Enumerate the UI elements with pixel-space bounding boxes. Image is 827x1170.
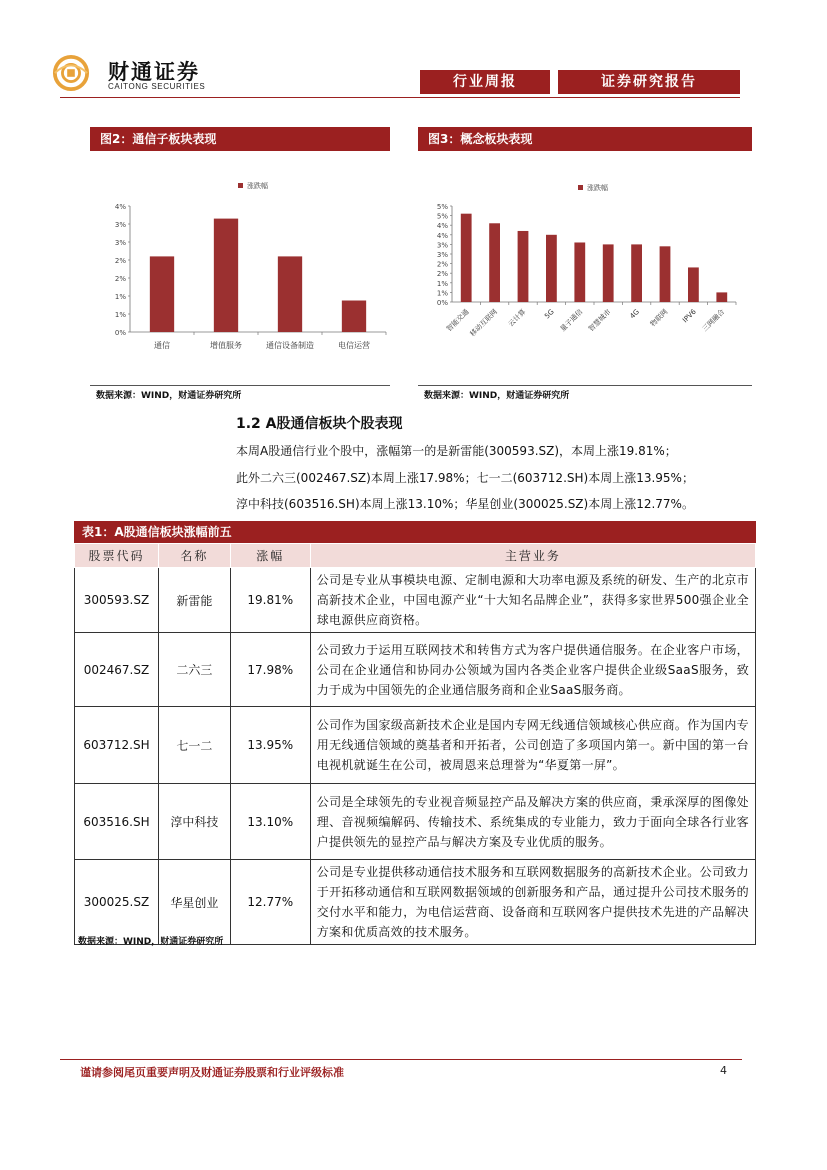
y-tick-label: 2% <box>114 275 126 283</box>
report-category-tag: 证券研究报告 <box>558 70 740 94</box>
bar <box>546 235 557 302</box>
company-logo <box>52 52 232 96</box>
bar <box>489 223 500 302</box>
bar <box>518 231 529 302</box>
paragraph-line: 此外二六三(002467.SZ)本周上涨17.98%；七一二(603712.SH)本周上涨13.95%； <box>236 470 694 485</box>
stock-code: 300025.SZ <box>75 860 159 945</box>
y-tick-label: 1% <box>114 293 126 301</box>
stock-business: 公司是专业提供移动通信技术服务和互联网数据服务的高新技术企业。公司致力于开拓移动通信和互联网数据领域的创新服务和产品，通过提升公司技术服务的交付水平和能力，为电信运营商、设备商和互联网客户提供技术先进的产品解决方案和优质高效的技术服务。 <box>310 860 755 945</box>
logo-chinese-name: 财通证券 <box>108 60 200 84</box>
y-tick-label: 1% <box>436 289 448 298</box>
stock-code: 603516.SH <box>75 784 159 860</box>
x-tick-label: 5G <box>543 307 556 321</box>
y-tick-label: 2% <box>114 257 126 265</box>
figure-2-chart <box>90 160 390 376</box>
top-gainers-table <box>74 543 756 945</box>
table-1-title: 表1：A股通信板块涨幅前五 <box>74 521 756 543</box>
y-tick-label: 3% <box>114 221 126 229</box>
paragraph-line: 本周A股通信行业个股中，涨幅第一的是新雷能(300593.SZ)，本周上涨19.81%； <box>236 444 677 458</box>
y-tick-label: 1% <box>114 311 126 319</box>
stock-name: 淳中科技 <box>158 784 230 860</box>
stock-name: 二六三 <box>158 633 230 707</box>
table-row <box>75 633 756 707</box>
y-tick-label: 4% <box>436 222 448 231</box>
y-tick-label: 2% <box>436 270 448 279</box>
stock-change: 12.77% <box>230 860 310 945</box>
bar <box>574 242 585 302</box>
x-tick-label: 智慧城市 <box>587 307 613 334</box>
section-paragraph <box>236 438 756 518</box>
figure-2-source-divider <box>90 385 390 386</box>
header-divider <box>60 97 740 98</box>
y-tick-label: 3% <box>114 239 126 247</box>
stock-change: 13.95% <box>230 707 310 784</box>
y-tick-label: 5% <box>436 212 448 221</box>
legend-swatch <box>238 183 243 188</box>
col-header-code: 股票代码 <box>75 544 159 568</box>
subsector-bar-chart <box>90 160 390 376</box>
x-tick-label: 通信设备制造 <box>266 341 314 350</box>
stock-change: 19.81% <box>230 568 310 633</box>
bar <box>716 292 727 302</box>
figure-2-source: 数据来源：WIND，财通证券研究所 <box>96 391 242 401</box>
stock-code: 002467.SZ <box>75 633 159 707</box>
x-tick-label: 电信运营 <box>338 341 370 350</box>
bar <box>603 244 614 302</box>
bar <box>461 214 472 302</box>
figure-3-source: 数据来源：WIND，财通证券研究所 <box>424 391 570 401</box>
stock-change: 13.10% <box>230 784 310 860</box>
section-heading: 1.2 A股通信板块个股表现 <box>236 416 403 432</box>
stock-business: 公司是全球领先的专业视音频显控产品及解决方案的供应商，秉承深厚的图像处理、音视频编解码、传输技术、系统集成的专业能力，致力于面向全球各行业客户提供领先的显控产品与解决方案及专业优质的服务。 <box>310 784 755 860</box>
bar <box>214 219 238 332</box>
figure-3-title: 图3：概念板块表现 <box>418 127 752 151</box>
legend-label: 涨跌幅 <box>247 182 268 190</box>
y-tick-label: 4% <box>436 231 448 240</box>
x-tick-label: 量子通信 <box>558 307 585 334</box>
table-row <box>75 860 756 945</box>
bar <box>631 244 642 302</box>
page-number: 4 <box>720 1064 727 1077</box>
disclaimer-note: 谨请参阅尾页重要声明及财通证券股票和行业评级标准 <box>80 1066 344 1079</box>
stock-name: 七一二 <box>158 707 230 784</box>
bar <box>342 301 366 333</box>
y-tick-label: 0% <box>114 329 126 337</box>
x-tick-label: 云计算 <box>506 307 528 329</box>
x-tick-label: 增值服务 <box>210 341 242 350</box>
paragraph-line: 淳中科技(603516.SH)本周上涨13.10%；华星创业(300025.SZ)本周上涨12.77%。 <box>236 497 694 512</box>
x-tick-label: 移动互联网 <box>468 307 500 339</box>
stock-business: 公司致力于运用互联网技术和转售方式为客户提供通信服务。在企业客户市场，公司在企业通信和协同办公领域为国内各类企业客户提供企业级SaaS服务，致力于成为中国领先的企业通信服务商和企业SaaS服务商。 <box>310 633 755 707</box>
col-header-business: 主营业务 <box>310 544 755 568</box>
x-tick-label: IPV6 <box>681 307 698 325</box>
report-type-tag: 行业周报 <box>420 70 550 94</box>
legend-swatch <box>578 185 583 190</box>
stock-name: 华星创业 <box>158 860 230 945</box>
bar <box>688 267 699 302</box>
stock-code: 603712.SH <box>75 707 159 784</box>
logo-english-name: CAITONG SECURITIES <box>108 82 206 91</box>
x-tick-label: 4G <box>628 307 642 321</box>
bar <box>660 246 671 302</box>
table-row <box>75 784 756 860</box>
bar <box>150 256 174 332</box>
stock-change: 17.98% <box>230 633 310 707</box>
y-tick-label: 2% <box>436 260 448 269</box>
x-tick-label: 三网融合 <box>700 307 727 334</box>
table-1-source: 数据来源：WIND，财通证券研究所 <box>78 937 224 947</box>
stock-business: 公司作为国家级高新技术企业是国内专网无线通信领域核心供应商。作为国内专用无线通信领域的奠基者和开拓者，公司创造了多项国内第一。新中国的第一台电视机就诞生在公司，被周恩来总理誉为“华夏第一屏”。 <box>310 707 755 784</box>
y-tick-label: 0% <box>436 299 448 307</box>
stock-name: 新雷能 <box>158 568 230 633</box>
stock-code: 300593.SZ <box>75 568 159 633</box>
table-row <box>75 568 756 633</box>
col-header-change: 涨幅 <box>230 544 310 568</box>
figure-3-source-divider <box>418 385 752 386</box>
legend-label: 涨跌幅 <box>587 184 608 192</box>
x-tick-label: 通信 <box>154 341 170 350</box>
y-tick-label: 4% <box>114 203 126 211</box>
y-tick-label: 3% <box>436 241 448 250</box>
table-row <box>75 707 756 784</box>
bar <box>278 256 302 332</box>
x-tick-label: 智能交通 <box>445 307 471 334</box>
footer-divider <box>60 1059 742 1060</box>
y-tick-label: 5% <box>436 203 448 211</box>
y-tick-label: 1% <box>436 279 448 288</box>
y-tick-label: 3% <box>436 251 448 259</box>
col-header-name: 名称 <box>158 544 230 568</box>
concept-bar-chart <box>418 160 752 386</box>
table-header-row <box>75 544 756 568</box>
stock-business: 公司是专业从事模块电源、定制电源和大功率电源及系统的研发、生产的北京市高新技术企业，中国电源产业“十大知名品牌企业”，获得多家世界500强企业全球电源供应商资格。 <box>310 568 755 633</box>
figure-2-title: 图2：通信子板块表现 <box>90 127 390 151</box>
caitong-logo-icon <box>52 54 90 92</box>
figure-3-chart <box>418 160 752 386</box>
x-tick-label: 物联网 <box>648 307 670 329</box>
